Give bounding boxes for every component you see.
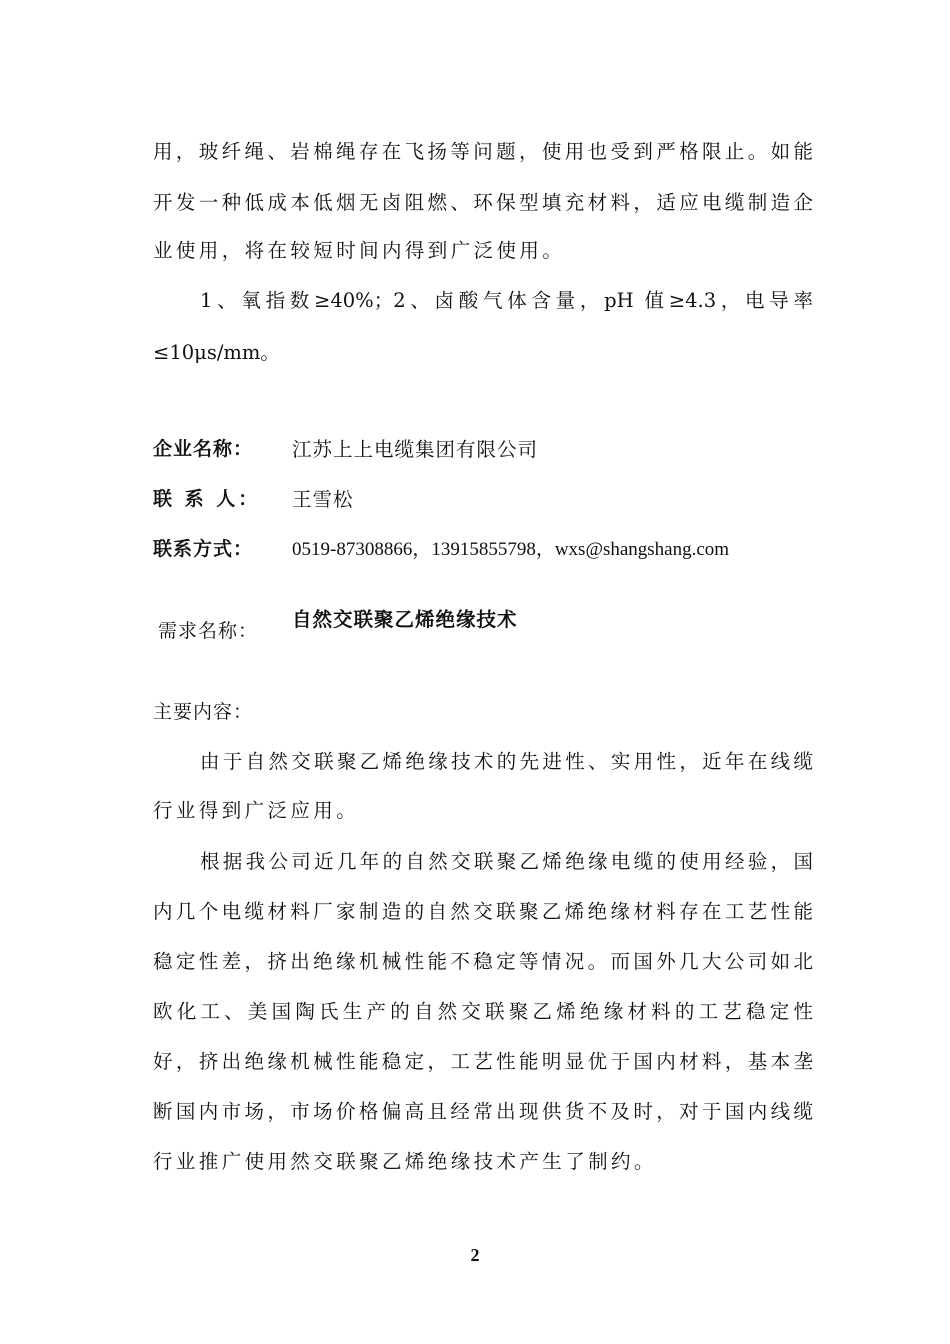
para2-line-2: 内几个电缆材料厂家制造的自然交联聚乙烯绝缘材料存在工艺性能: [153, 900, 813, 923]
company-label: 企业名称：: [153, 438, 254, 460]
para1-line-1: 由于自然交联聚乙烯绝缘技术的先进性、实用性，近年在线缆: [200, 750, 813, 773]
company-value: 江苏上上电缆集团有限公司: [292, 438, 539, 461]
intro-line-2: 开发一种低成本低烟无卤阻燃、环保型填充材料，适应电缆制造企: [153, 191, 813, 214]
demand-name-label: 需求名称：: [158, 620, 259, 642]
contact-person-label: 联 系 人：: [153, 488, 261, 510]
para2-line-7: 行业推广使用然交联聚乙烯绝缘技术产生了制约。: [153, 1150, 657, 1173]
para2-line-5: 好，挤出绝缘机械性能稳定，工艺性能明显优于国内材料，基本垄: [153, 1050, 813, 1073]
contact-method-value: 0519-87308866，13915855798，wxs@shangshang.com: [292, 539, 730, 560]
intro-line-3: 业使用，将在较短时间内得到广泛使用。: [153, 239, 566, 262]
page-number: 2: [470, 1245, 480, 1265]
para2-line-4: 欧化工、美国陶氏生产的自然交联聚乙烯绝缘材料的工艺稳定性: [153, 1000, 813, 1023]
contact-person-value: 王雪松: [292, 488, 354, 511]
para2-line-6: 断国内市场，市场价格偏高且经常出现供货不及时，对于国内线缆: [153, 1100, 813, 1123]
para2-line-3: 稳定性差，挤出绝缘机械性能不稳定等情况。而国外几大公司如北: [153, 950, 813, 973]
demand-name-value: 自然交联聚乙烯绝缘技术: [292, 608, 518, 631]
para2-line-1: 根据我公司近几年的自然交联聚乙烯绝缘电缆的使用经验，国: [200, 850, 813, 873]
para1-line-2: 行业得到广泛应用。: [153, 799, 360, 822]
contact-method-label: 联系方式：: [153, 538, 254, 560]
main-content-label: 主要内容：: [153, 701, 254, 723]
intro-line-1: 用，玻纤绳、岩棉绳存在飞扬等问题，使用也受到严格限止。如能: [153, 140, 813, 163]
spec-line-1: 1、氧指数≥40%；2、卤酸气体含量，pH 值≥4.3，电导率: [200, 289, 813, 312]
spec-line-2: ≤10μs/mm。: [153, 341, 280, 364]
